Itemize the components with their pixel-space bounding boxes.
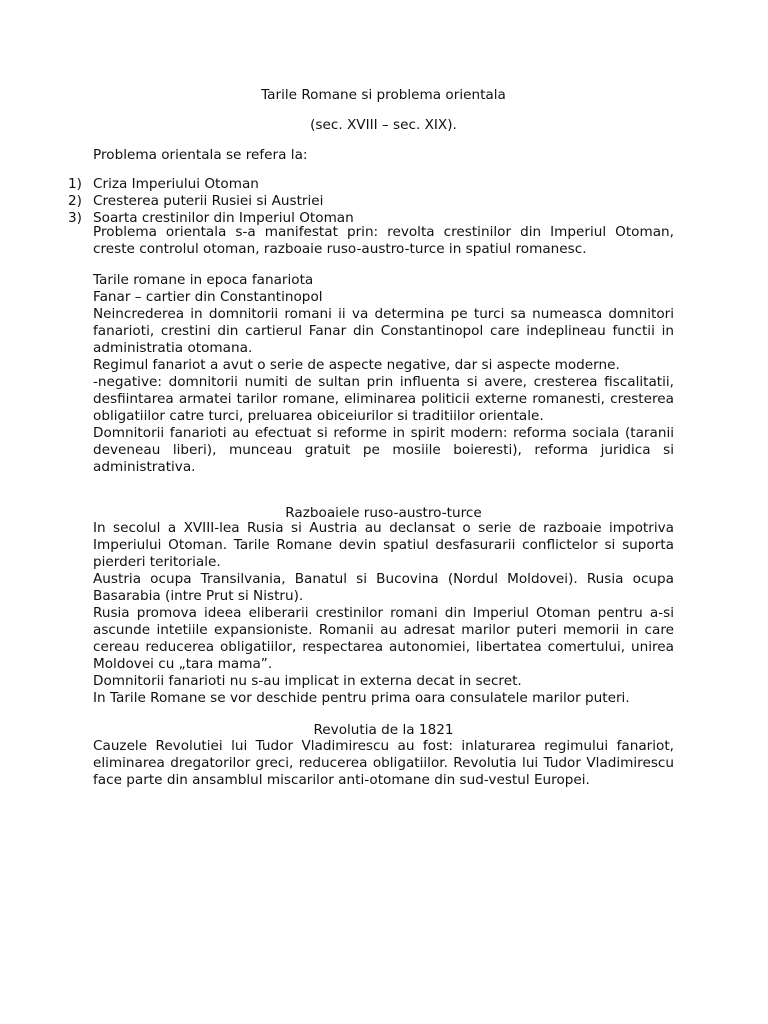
section-heading-wars: Razboaiele ruso-austro-turce [285,505,482,521]
paragraph: In secolul a XVIII-lea Rusia si Austria au declansat o serie de razboaie impotriva Imperiului Otoman. Tarile Romane devin spatiul desfasurarii conflictelor si suporta pierderi teritoriale. [93,520,674,570]
fanariot-section [93,272,674,476]
list-number: 3) [68,210,82,226]
numbered-list [68,176,354,227]
paragraph: Austria ocupa Transilvania, Banatul si Bucovina (Nordul Moldovei). Rusia ocupa Basarabia (intre Prut si Nistru). [93,571,674,604]
list-item [68,193,354,210]
revolution-section [93,738,674,789]
paragraph: Domnitorii fanarioti nu s-au implicat in externa decat in secret. [93,673,522,689]
paragraph: Problema orientala s-a manifestat prin: revolta crestinilor din Imperiul Otoman, creste controlul otoman, razboaie ruso-austro-turce in spatiul romanesc. [93,224,674,257]
fanar-definition: Fanar – cartier din Constantinopol [93,289,323,305]
paragraph: Cauzele Revolutiei lui Tudor Vladimirescu au fost: inlaturarea regimului fanariot, eliminarea dregatorilor greci, reducerea obligatiilor. Revolutia lui Tudor Vladimirescu face parte din ansamblul miscarilor anti-otomane din sud-vestul Europei. [93,738,674,788]
paragraph: Domnitorii fanarioti au efectuat si reforme in spirit modern: reforma sociala (taranii deveneau liberi), munceau gratuit pe mosiile boieresti), reforma juridica si administrativa. [93,425,674,475]
paragraph: Rusia promova ideea eliberarii crestinilor romani din Imperiul Otoman pentru a-si ascunde intetiile expansioniste. Romanii au adresat marilor puteri memorii in care cereau reducerea obligatiilor, respectarea autonomiei, libertatea comertului, unirea Moldovei cu „tara mama”. [93,605,674,672]
paragraph: Regimul fanariot a avut o serie de aspecte negative, dar si aspecte moderne. [93,357,620,373]
list-number: 2) [68,193,82,209]
list-text: Cresterea puterii Rusiei si Austriei [93,193,324,209]
section-heading-fanariot: Tarile romane in epoca fanariota [93,272,314,288]
wars-section [93,520,674,707]
section-heading-revolution: Revolutia de la 1821 [313,722,454,738]
doc-title: Tarile Romane si problema orientala [261,87,506,103]
list-text: Criza Imperiului Otoman [93,176,259,192]
manifest-paragraph [93,224,674,258]
list-text: Soarta crestinilor din Imperiul Otoman [93,210,354,226]
paragraph: Neincrederea in domnitorii romani ii va determina pe turci sa numeasca domnitori fanarioti, crestini din cartierul Fanar din Constantinopol care indeplineau functii in administratia otomana. [93,306,674,356]
list-item [68,176,354,193]
paragraph: -negative: domnitorii numiti de sultan prin influenta si avere, cresterea fiscalitatii, desfiintarea armatei tarilor romane, eliminarea politicii externe romanesti, cresterea obligatiilor catre turci, preluarea obiceiurilor si traditiilor orientale. [93,374,674,424]
intro-text: Problema orientala se refera la: [93,147,308,163]
doc-subtitle: (sec. XVIII – sec. XIX). [310,117,457,133]
list-number: 1) [68,176,82,192]
paragraph: In Tarile Romane se vor deschide pentru prima oara consulatele marilor puteri. [93,690,630,706]
